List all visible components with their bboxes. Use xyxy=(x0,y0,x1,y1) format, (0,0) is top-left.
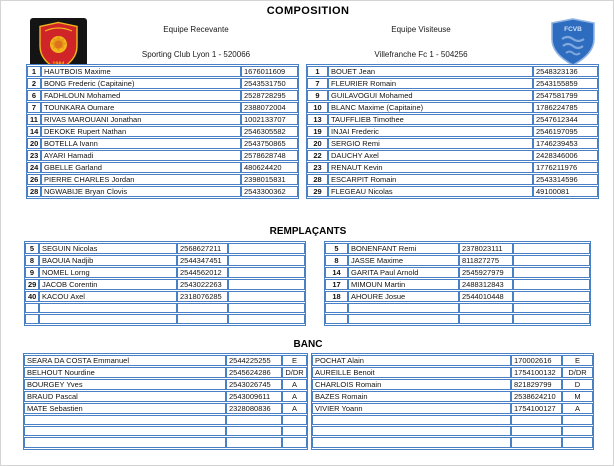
home-team-role-label: Equipe Recevante xyxy=(163,25,229,34)
num-cell xyxy=(325,314,348,324)
num-cell: 22 xyxy=(307,150,328,161)
role-cell: D xyxy=(562,379,593,390)
num-cell xyxy=(325,303,348,313)
license-cell: 1676011609 xyxy=(241,66,298,77)
license-cell: 2543155859 xyxy=(533,78,598,89)
license-cell: 170002616 xyxy=(511,355,562,366)
name-cell: FLEGEAU Nicolas xyxy=(328,186,533,197)
table-row xyxy=(27,150,298,161)
fcvb-shield-icon xyxy=(547,17,599,67)
name-cell: TOUNKARA Oumare xyxy=(41,102,241,113)
table-row xyxy=(24,379,307,390)
role-cell: M xyxy=(562,391,593,402)
table-row xyxy=(24,367,307,378)
num-cell: 28 xyxy=(27,186,41,197)
table-row xyxy=(312,391,593,402)
num-cell xyxy=(25,314,39,324)
extra-cell xyxy=(513,279,590,290)
substitutes-section-title: REMPLAÇANTS xyxy=(269,226,347,237)
license-cell: 2543009611 xyxy=(226,391,282,402)
num-cell: 17 xyxy=(325,279,348,290)
name-cell: JACOB Corentin xyxy=(39,279,177,290)
role-cell: A xyxy=(282,403,307,414)
table-row xyxy=(307,186,598,197)
role-cell: D/DR xyxy=(282,367,307,378)
license-cell xyxy=(226,426,282,436)
num-cell: 20 xyxy=(307,138,328,149)
license-cell: 2568627211 xyxy=(177,243,228,254)
license-cell xyxy=(177,314,228,324)
table-row xyxy=(307,138,598,149)
name-cell: FLEURIER Romain xyxy=(328,78,533,89)
name-cell: MIMOUN Martin xyxy=(348,279,459,290)
license-cell: 2544225255 xyxy=(226,355,282,366)
license-cell xyxy=(511,426,562,436)
name-cell xyxy=(24,415,226,425)
name-cell: RIVAS MAROUANI Jonathan xyxy=(41,114,241,125)
num-cell: 7 xyxy=(27,102,41,113)
name-cell: GARITA Paul Arnold xyxy=(348,267,459,278)
num-cell: 13 xyxy=(307,114,328,125)
num-cell: 14 xyxy=(325,267,348,278)
license-cell: 2545624286 xyxy=(226,367,282,378)
table-row xyxy=(307,162,598,173)
role-cell: E xyxy=(562,355,593,366)
name-cell: BOTELLA Ivann xyxy=(41,138,241,149)
name-cell xyxy=(24,426,226,436)
table-row xyxy=(27,162,298,173)
role-cell xyxy=(282,426,307,436)
license-cell: 2546305582 xyxy=(241,126,298,137)
extra-cell xyxy=(513,303,590,313)
num-cell: 24 xyxy=(27,162,41,173)
table-row xyxy=(312,415,593,425)
name-cell xyxy=(348,303,459,313)
num-cell xyxy=(25,303,39,313)
table-row xyxy=(27,114,298,125)
table-row xyxy=(25,255,305,266)
name-cell: BONG Frederic (Capitaine) xyxy=(41,78,241,89)
extra-cell xyxy=(228,279,305,290)
name-cell xyxy=(312,426,511,436)
table-row xyxy=(24,355,307,366)
table-row xyxy=(24,437,307,447)
license-cell: 1754100127 xyxy=(511,403,562,414)
license-cell: 2544562012 xyxy=(177,267,228,278)
role-cell: D/DR xyxy=(562,367,593,378)
table-row xyxy=(307,174,598,185)
license-cell: 2547612344 xyxy=(533,114,598,125)
num-cell: 40 xyxy=(25,291,39,302)
name-cell: CHARLOIS Romain xyxy=(312,379,511,390)
extra-cell xyxy=(228,267,305,278)
license-cell: 2538624210 xyxy=(511,391,562,402)
name-cell xyxy=(312,437,511,447)
away-club-name: Villefranche Fc 1 - 504256 xyxy=(374,50,468,59)
table-row xyxy=(307,126,598,137)
role-cell: A xyxy=(282,379,307,390)
home-club-name: Sporting Club Lyon 1 - 520066 xyxy=(141,50,251,59)
license-cell: 2543022263 xyxy=(177,279,228,290)
table-row xyxy=(312,426,593,436)
substitutes-away-table xyxy=(324,241,591,326)
role-cell: A xyxy=(562,403,593,414)
num-cell: 1 xyxy=(27,66,41,77)
away-team-role-label: Equipe Visiteuse xyxy=(391,25,451,34)
table-row xyxy=(27,126,298,137)
table-row xyxy=(312,367,593,378)
name-cell xyxy=(348,314,459,324)
name-cell: VIVIER Yoann xyxy=(312,403,511,414)
license-cell: 2546197095 xyxy=(533,126,598,137)
license-cell xyxy=(511,437,562,447)
license-cell: 1786224785 xyxy=(533,102,598,113)
name-cell: PIERRE CHARLES Jordan xyxy=(41,174,241,185)
license-cell xyxy=(459,303,513,313)
name-cell xyxy=(39,314,177,324)
table-row xyxy=(307,90,598,101)
name-cell: DEKOKE Rupert Nathan xyxy=(41,126,241,137)
table-row xyxy=(27,78,298,89)
license-cell: 2328080836 xyxy=(226,403,282,414)
name-cell: BOUET Jean xyxy=(328,66,533,77)
num-cell: 29 xyxy=(307,186,328,197)
extra-cell xyxy=(228,303,305,313)
license-cell: 2528728295 xyxy=(241,90,298,101)
license-cell: 2543750865 xyxy=(241,138,298,149)
license-cell: 2488312843 xyxy=(459,279,513,290)
license-cell: 1746239453 xyxy=(533,138,598,149)
license-cell: 2378023111 xyxy=(459,243,513,254)
extra-cell xyxy=(228,255,305,266)
table-row xyxy=(25,279,305,290)
table-row xyxy=(25,291,305,302)
table-row xyxy=(325,303,590,313)
license-cell: 480624420 xyxy=(241,162,298,173)
name-cell: BAZES Romain xyxy=(312,391,511,402)
extra-cell xyxy=(513,267,590,278)
table-row xyxy=(27,138,298,149)
name-cell: INJAI Frederic xyxy=(328,126,533,137)
extra-cell xyxy=(513,314,590,324)
num-cell: 26 xyxy=(27,174,41,185)
table-row xyxy=(25,314,305,324)
name-cell: GUILAVOGUI Mohamed xyxy=(328,90,533,101)
extra-cell xyxy=(228,314,305,324)
name-cell xyxy=(24,437,226,447)
num-cell: 23 xyxy=(307,162,328,173)
license-cell: 2578628748 xyxy=(241,150,298,161)
license-cell: 2543026745 xyxy=(226,379,282,390)
away-club-crest xyxy=(547,17,599,67)
num-cell: 19 xyxy=(307,126,328,137)
name-cell xyxy=(312,415,511,425)
extra-cell xyxy=(513,291,590,302)
table-row xyxy=(27,90,298,101)
bench-home-table xyxy=(23,353,308,450)
name-cell: NGWABIJE Bryan Clovis xyxy=(41,186,241,197)
license-cell: 1754100132 xyxy=(511,367,562,378)
table-row xyxy=(24,391,307,402)
name-cell: BLANC Maxime (Capitaine) xyxy=(328,102,533,113)
name-cell xyxy=(39,303,177,313)
extra-cell xyxy=(513,243,590,254)
name-cell: SERGIO Remi xyxy=(328,138,533,149)
num-cell: 11 xyxy=(27,114,41,125)
table-row xyxy=(312,355,593,366)
name-cell: DAUCHY Axel xyxy=(328,150,533,161)
license-cell: 2428346006 xyxy=(533,150,598,161)
num-cell: 1 xyxy=(307,66,328,77)
license-cell: 2548323136 xyxy=(533,66,598,77)
num-cell: 20 xyxy=(27,138,41,149)
crest-fcvb-label: FCVB xyxy=(564,26,582,33)
license-cell xyxy=(459,314,513,324)
name-cell: GBELLE Garland xyxy=(41,162,241,173)
composition-home-table xyxy=(26,64,299,199)
num-cell: 18 xyxy=(325,291,348,302)
table-row xyxy=(27,186,298,197)
role-cell xyxy=(562,415,593,425)
table-row xyxy=(24,426,307,436)
table-row xyxy=(24,415,307,425)
bench-away-table xyxy=(311,353,594,450)
table-row xyxy=(325,255,590,266)
name-cell: AYARI Hamadi xyxy=(41,150,241,161)
num-cell: 5 xyxy=(325,243,348,254)
name-cell: AUREILLE Benoit xyxy=(312,367,511,378)
name-cell: BOURGEY Yves xyxy=(24,379,226,390)
license-cell: 2544347451 xyxy=(177,255,228,266)
role-cell xyxy=(562,426,593,436)
extra-cell xyxy=(228,291,305,302)
table-row xyxy=(25,243,305,254)
license-cell: 821829799 xyxy=(511,379,562,390)
page-title: COMPOSITION xyxy=(266,5,350,17)
license-cell: 49100081 xyxy=(533,186,598,197)
num-cell: 10 xyxy=(307,102,328,113)
num-cell: 8 xyxy=(325,255,348,266)
table-row xyxy=(25,267,305,278)
table-row xyxy=(325,243,590,254)
substitutes-home-table xyxy=(24,241,306,326)
name-cell: MATE Sebastien xyxy=(24,403,226,414)
license-cell: 2547581799 xyxy=(533,90,598,101)
bench-section-title: BANC xyxy=(293,339,323,350)
num-cell: 28 xyxy=(307,174,328,185)
name-cell: BONENFANT Remi xyxy=(348,243,459,254)
table-row xyxy=(307,150,598,161)
license-cell: 2544010448 xyxy=(459,291,513,302)
license-cell: 2543314596 xyxy=(533,174,598,185)
name-cell: TAUFFLIEB Timothee xyxy=(328,114,533,125)
license-cell xyxy=(177,303,228,313)
name-cell: BRAUD Pascal xyxy=(24,391,226,402)
name-cell: SEGUIN Nicolas xyxy=(39,243,177,254)
num-cell: 9 xyxy=(307,90,328,101)
num-cell: 8 xyxy=(25,255,39,266)
license-cell xyxy=(226,437,282,447)
name-cell: ESCARPIT Romain xyxy=(328,174,533,185)
table-row xyxy=(325,314,590,324)
num-cell: 6 xyxy=(27,90,41,101)
num-cell: 9 xyxy=(25,267,39,278)
num-cell: 29 xyxy=(25,279,39,290)
table-row xyxy=(325,267,590,278)
role-cell: E xyxy=(282,355,307,366)
num-cell: 7 xyxy=(307,78,328,89)
name-cell: POCHAT Alain xyxy=(312,355,511,366)
name-cell: RENAUT Kevin xyxy=(328,162,533,173)
table-row xyxy=(24,403,307,414)
name-cell: BAOUIA Nadjib xyxy=(39,255,177,266)
license-cell xyxy=(511,415,562,425)
name-cell: BELHOUT Nourdine xyxy=(24,367,226,378)
role-cell xyxy=(282,415,307,425)
license-cell xyxy=(226,415,282,425)
license-cell: 1002133707 xyxy=(241,114,298,125)
table-row xyxy=(307,102,598,113)
table-row xyxy=(312,379,593,390)
extra-cell xyxy=(228,243,305,254)
license-cell: 2543531750 xyxy=(241,78,298,89)
name-cell: JASSE Maxime xyxy=(348,255,459,266)
num-cell: 14 xyxy=(27,126,41,137)
license-cell: 2545927979 xyxy=(459,267,513,278)
num-cell: 5 xyxy=(25,243,39,254)
license-cell: 2388072004 xyxy=(241,102,298,113)
table-row xyxy=(307,66,598,77)
table-row xyxy=(325,279,590,290)
name-cell: SEARA DA COSTA Emmanuel xyxy=(24,355,226,366)
num-cell: 23 xyxy=(27,150,41,161)
table-row xyxy=(27,174,298,185)
table-row xyxy=(27,102,298,113)
num-cell: 2 xyxy=(27,78,41,89)
table-row xyxy=(307,114,598,125)
license-cell: 2318076285 xyxy=(177,291,228,302)
role-cell xyxy=(282,437,307,447)
table-row xyxy=(325,291,590,302)
name-cell: FADHLOUN Mohamed xyxy=(41,90,241,101)
license-cell: 811827275 xyxy=(459,255,513,266)
table-row xyxy=(312,437,593,447)
role-cell: A xyxy=(282,391,307,402)
table-row xyxy=(27,66,298,77)
name-cell: KACOU Axel xyxy=(39,291,177,302)
table-row xyxy=(312,403,593,414)
table-row xyxy=(307,78,598,89)
license-cell: 1776211976 xyxy=(533,162,598,173)
name-cell: AHOURE Josue xyxy=(348,291,459,302)
license-cell: 2543300362 xyxy=(241,186,298,197)
role-cell xyxy=(562,437,593,447)
name-cell: HAUTBOIS Maxime xyxy=(41,66,241,77)
name-cell: NOMEL Lorng xyxy=(39,267,177,278)
extra-cell xyxy=(513,255,590,266)
composition-away-table xyxy=(306,64,599,199)
table-row xyxy=(25,303,305,313)
license-cell: 2398015831 xyxy=(241,174,298,185)
